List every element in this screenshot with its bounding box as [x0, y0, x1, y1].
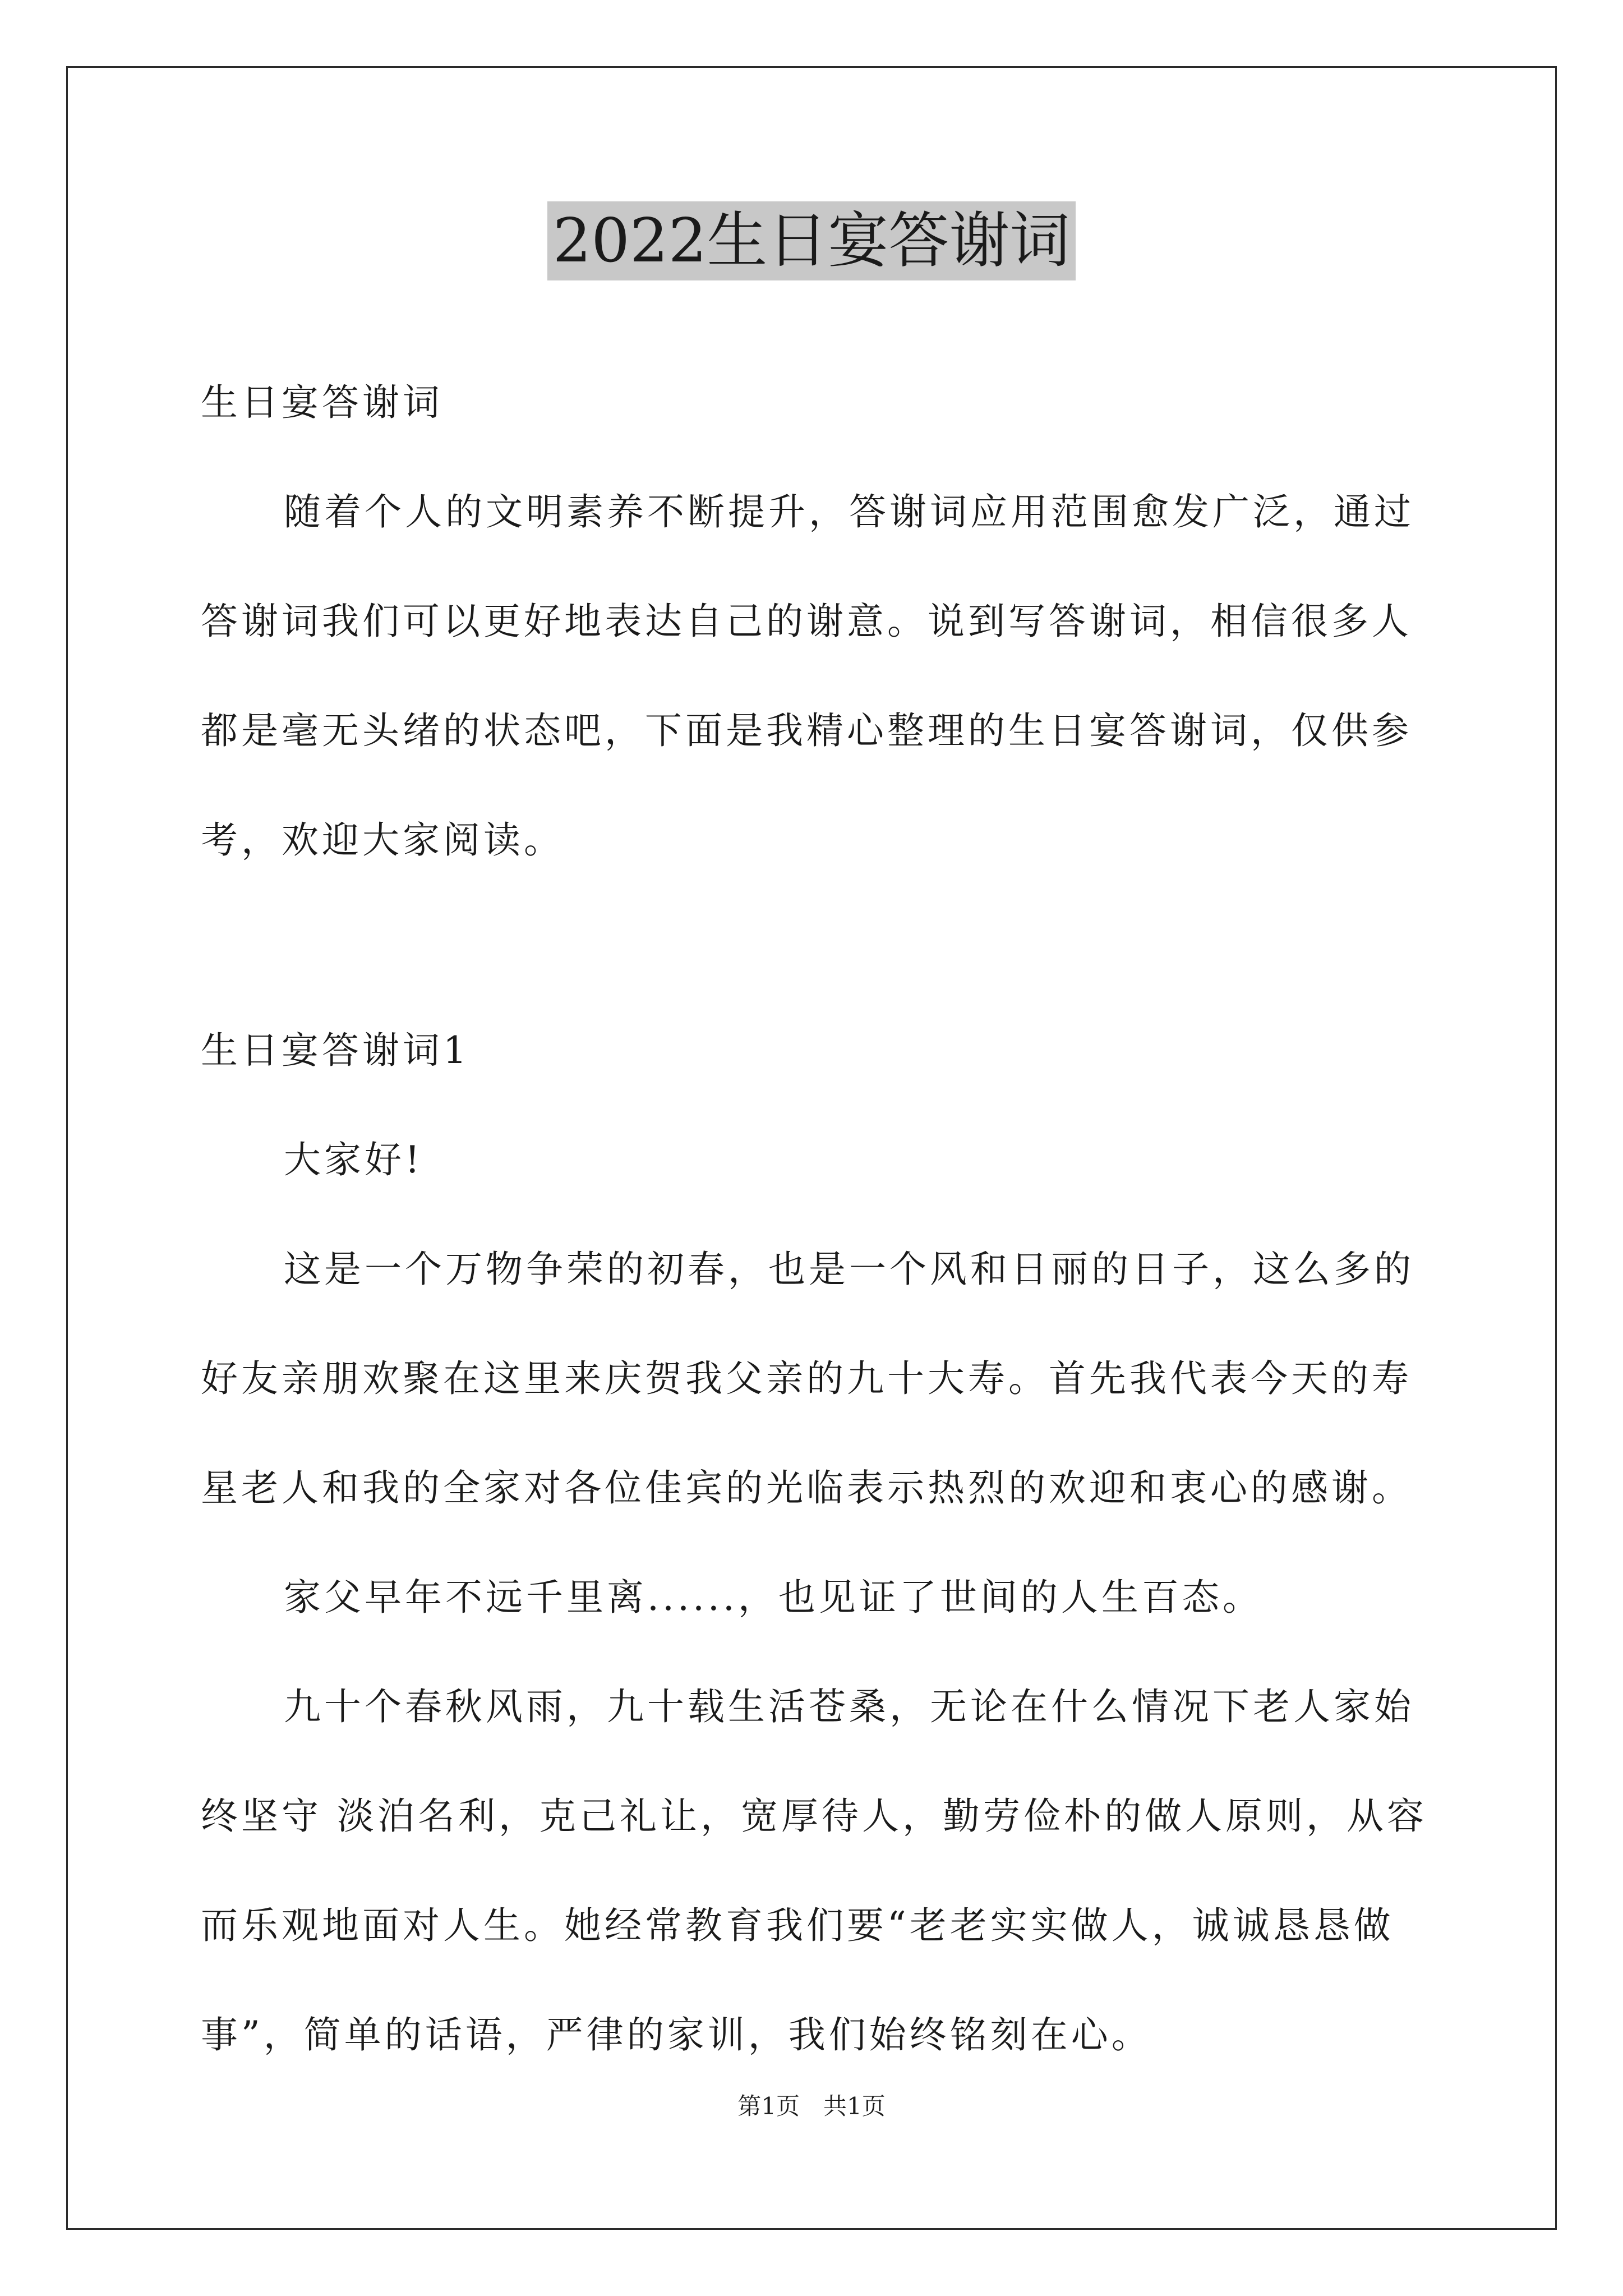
document-title-wrapper	[0, 202, 1623, 280]
body-paragraph: 这是一个万物争荣的初春，也是一个风和日丽的日子，这么多的好友亲朋欢聚在这里来庆贺我父亲的九十大寿。首先我代表今天的寿星老人和我的全家对各位佳宾的光临表示热烈的欢迎和衷心的感谢。	[201, 1248, 1414, 1510]
section-heading: 生日宴答谢词	[201, 381, 443, 424]
section-gap	[201, 895, 1435, 996]
body-paragraph: 九十个春秋风雨，九十载生活苍桑，无论在什么情况下老人家始终坚守 淡泊名利，克己礼让，宽厚待人，勤劳俭朴的做人原则，从容而乐观地面对人生。她经常教育我们要“老老实实做人，诚诚恳恳做事”，简单的话语，严律的家训，我们始终铭刻在心。	[201, 1685, 1427, 2056]
body-paragraph: 家父早年不远千里离......，也见证了世间的人生百态。	[284, 1576, 1263, 1619]
section-heading: 生日宴答谢词1	[201, 1029, 470, 1072]
document-body	[201, 348, 1435, 2090]
intro-paragraph: 随着个人的文明素养不断提升，答谢词应用范围愈发广泛，通过答谢词我们可以更好地表达自己的谢意。说到写答谢词，相信很多人都是毫无头绪的状态吧，下面是我精心整理的生日宴答谢词，仅供参考，欢迎大家阅读。	[201, 490, 1414, 862]
body-paragraph: 大家好!	[284, 1138, 423, 1181]
page-footer: 第1页 共1页	[737, 2092, 886, 2120]
document-title: 2022生日宴答谢词	[547, 201, 1076, 280]
